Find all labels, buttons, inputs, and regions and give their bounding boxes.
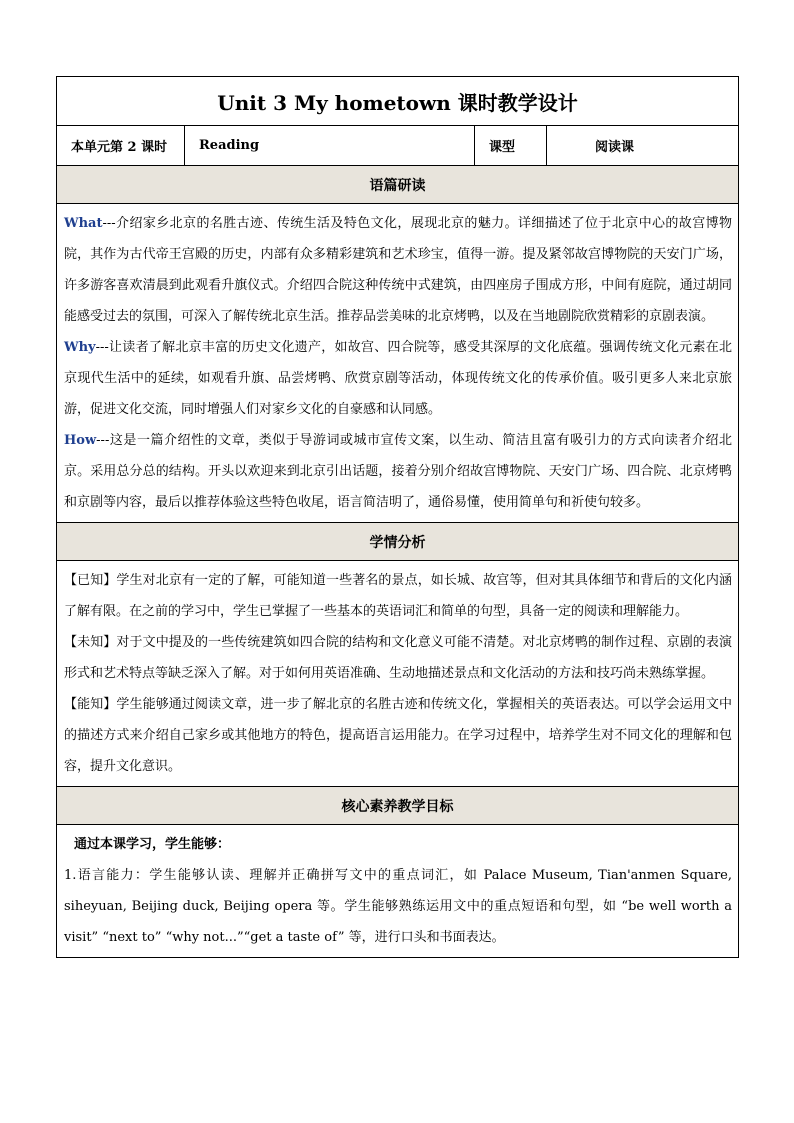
why-text: ---让读者了解北京丰富的历史文化遗产，如故宫、四合院等，感受其深厚的文化底蕴。强调传统文化元素在北京现代生活中的延续，如观看升旗、品尝烤鸭、欣赏京剧等活动，体现传统文化的传承价值。吸引更多人来北京旅游，促进文化交流，同时增强人们对家乡文化的自豪感和认同感。 (64, 340, 733, 417)
learner-analysis-body (57, 561, 739, 787)
able-label: 【能知】 (64, 697, 117, 712)
goals-body (57, 825, 739, 958)
how-text: ---这是一篇介绍性的文章，类似于导游词或城市宣传文案，以生动、简洁且富有吸引力的方式向读者介绍北京。采用总分总的结构。开头以欢迎来到北京引出话题，接着分别介绍故宫博物院、天安门广场、四合院、北京烤鸭和京剧等内容，最后以推荐体验这些特色收尾，语言简洁明了，通俗易懂，使用简单句和祈使句较多。 (64, 433, 733, 510)
lesson-number: 本单元第 2 课时 (57, 126, 185, 166)
how-label: How (64, 433, 97, 448)
unknown-label: 【未知】 (64, 635, 117, 650)
known-label: 【已知】 (64, 573, 117, 588)
text-analysis-body (57, 204, 739, 523)
why-label: Why (64, 340, 96, 355)
what-label: What (64, 216, 103, 231)
unknown-text: 对于文中提及的一些传统建筑如四合院的结构和文化意义可能不清楚。对北京烤鸭的制作过程、京剧的表演形式和艺术特点等缺乏深入了解。对于如何用英语准确、生动地描述景点和文化活动的方法和技巧尚未熟练掌握。 (64, 635, 732, 681)
unknown-paragraph (64, 627, 732, 689)
goals-intro: 通过本课学习，学生能够： (74, 837, 231, 852)
why-paragraph (64, 332, 732, 425)
lesson-plan-table (56, 76, 739, 958)
known-text: 学生对北京有一定的了解，可能知道一些著名的景点，如长城、故宫等，但对其具体细节和背后的文化内涵了解有限。在之前的学习中，学生已掌握了一些基本的英语词汇和简单的句型，具备一定的阅读和理解能力。 (64, 573, 732, 619)
goal-item-language: 1.语言能力：学生能够认读、理解并正确拼写文中的重点词汇，如 Palace Museum, Tian'anmen Square, siheyuan, Beijing duck, Beijing opera 等。学生能够熟练运用文中的重点短语和句型，如 “be well worth a visit” “next to” “why not...”“get a taste of” 等，进行口头和书面表达。 (64, 868, 733, 945)
able-paragraph (64, 689, 732, 782)
how-paragraph (64, 425, 732, 518)
document-title: Unit 3 My hometown 课时教学设计 (57, 77, 739, 126)
lesson-type-value: 阅读课 (547, 126, 739, 166)
lesson-plan-page (56, 76, 738, 958)
known-paragraph (64, 565, 732, 627)
section-heading-goals: 核心素养教学目标 (57, 787, 739, 825)
what-paragraph (64, 208, 732, 332)
lesson-content: Reading (185, 126, 475, 166)
section-heading-learner-analysis: 学情分析 (57, 523, 739, 561)
able-text: 学生能够通过阅读文章，进一步了解北京的名胜古迹和传统文化，掌握相关的英语表达。可以学会运用文中的描述方式来介绍自己家乡或其他地方的特色，提高语言运用能力。在学习过程中，培养学生对不同文化的理解和包容，提升文化意识。 (64, 697, 733, 774)
lesson-type-label: 课型 (475, 126, 547, 166)
section-heading-text-analysis: 语篇研读 (57, 166, 739, 204)
lesson-info-row (57, 126, 739, 166)
what-text: ---介绍家乡北京的名胜古迹、传统生活及特色文化，展现北京的魅力。详细描述了位于北京中心的故宫博物院，其作为古代帝王宫殿的历史，内部有众多精彩建筑和艺术珍宝，值得一游。提及紧邻故宫博物院的天安门广场，许多游客喜欢清晨到此观看升旗仪式。介绍四合院这种传统中式建筑，由四座房子围成方形，中间有庭院，通过胡同能感受过去的氛围，可深入了解传统北京生活。推荐品尝美味的北京烤鸭，以及在当地剧院欣赏精彩的京剧表演。 (64, 216, 733, 324)
